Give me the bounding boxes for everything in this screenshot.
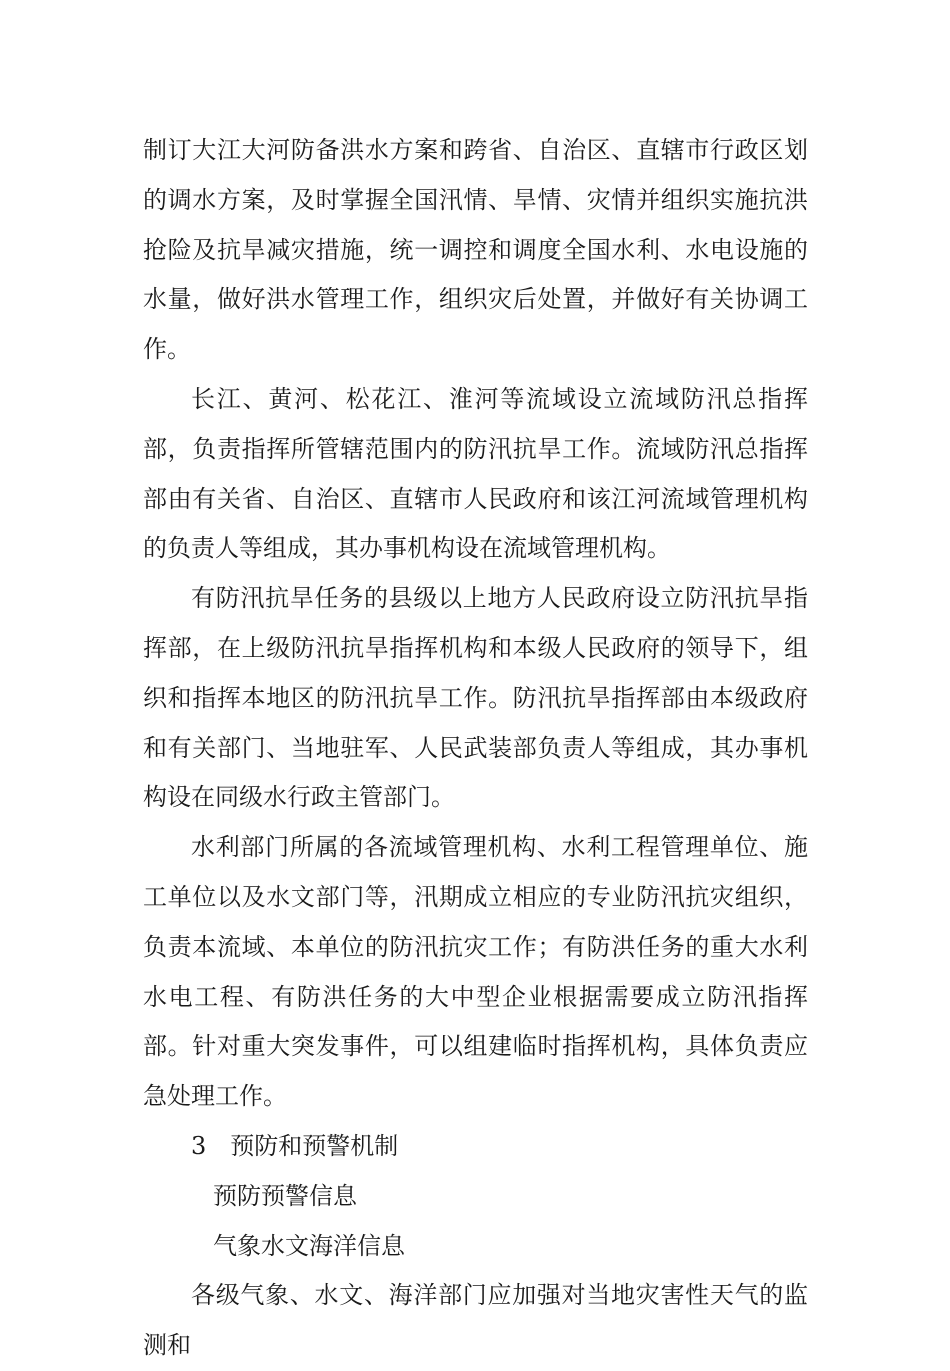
paragraph-local-government: 有防汛抗旱任务的县级以上地方人民政府设立防汛抗旱指挥部，在上级防汛抗旱指挥机构和本级人民政府的领导下，组织和指挥本地区的防汛抗旱工作。防汛抗旱指挥部由本级政府和有关部门、当地驻军、人民武装部负责人等组成，其办事机构设在同级水行政主管部门。 <box>143 584 808 812</box>
paragraph-river-basins: 长江、黄河、松花江、淮河等流域设立流域防汛总指挥部，负责指挥所管辖范围内的防汛抗旱工作。流域防汛总指挥部由有关省、自治区、直辖市人民政府和该江河流域管理机构的负责人等组成，其办事机构设在流域管理机构。 <box>143 384 808 563</box>
paragraph-continued: 制订大江大河防备洪水方案和跨省、自治区、直辖市行政区划的调水方案，及时掌握全国汛情、旱情、灾情并组织实施抗洪抢险及抗旱减灾措施，统一调控和调度全国水利、水电设施的水量，做好洪水管理工作，组织灾后处置，并做好有关协调工作。 <box>143 136 808 364</box>
paragraph-meteorological: 各级气象、水文、海洋部门应加强对当地灾害性天气的监测和 <box>143 1281 808 1360</box>
sub-heading-meteorological-info: 气象水文海洋信息 <box>213 1231 405 1260</box>
document-body <box>143 126 808 1371</box>
sub-heading-warning-info: 预防预警信息 <box>213 1181 357 1210</box>
paragraph-water-department: 水利部门所属的各流域管理机构、水利工程管理单位、施工单位以及水文部门等，汛期成立相应的专业防汛抗灾组织，负责本流域、本单位的防汛抗灾工作；有防洪任务的重大水利水电工程、有防洪任务的大中型企业根据需要成立防汛指挥部。针对重大突发事件，可以组建临时指挥机构，具体负责应急处理工作。 <box>143 833 808 1111</box>
section-heading: 3 预防和预警机制 <box>191 1131 399 1160</box>
